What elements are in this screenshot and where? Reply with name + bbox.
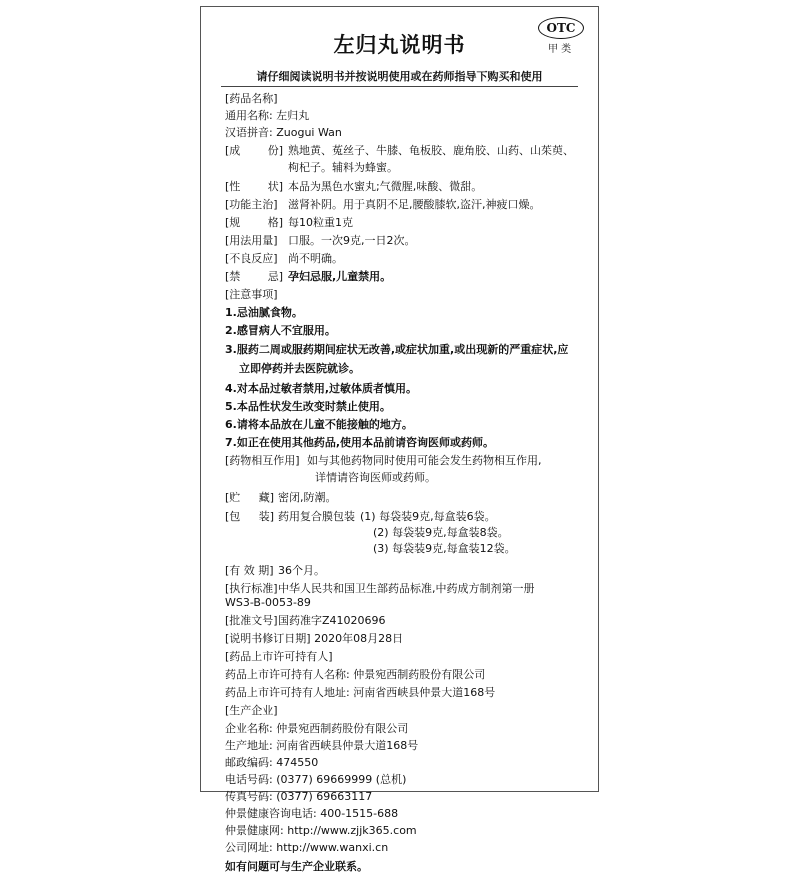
validity-label: [有 效 期] <box>225 564 274 577</box>
holder-heading: [药品上市许可持有人] <box>225 650 333 663</box>
manufacturer-line-label: 邮政编码: <box>225 756 273 769</box>
otc-badge: OTC <box>538 17 584 39</box>
manufacturer-line <box>225 788 577 804</box>
taboo-row <box>225 268 577 284</box>
taboo-label-close: 忌] <box>267 270 283 283</box>
holder-name-row <box>225 666 577 682</box>
holder-address-label: 药品上市许可持有人地址: <box>225 686 350 699</box>
standard-row <box>225 580 577 596</box>
page-title: 左归丸说明书 <box>333 33 466 57</box>
storage-row <box>225 489 577 505</box>
manufacturer-line <box>225 737 577 753</box>
website-link[interactable]: http://www.zjjk365.com <box>287 824 417 837</box>
spec-label <box>225 214 288 230</box>
manufacturer-line <box>225 754 577 770</box>
indication-value: 滋肾补阴。用于真阴不足,腰酸膝软,盗汗,神疲口燥。 <box>288 198 541 211</box>
contact-note: 如有问题可与生产企业联系。 <box>225 860 368 873</box>
precaution-item: 2.感冒病人不宜服用。 <box>225 324 336 337</box>
indication-label: [功能主治] <box>225 198 278 211</box>
manufacturer-line-label: 仲景健康网: <box>225 824 284 837</box>
adverse-label: [不良反应] <box>225 252 278 265</box>
manufacturer-line <box>225 771 577 787</box>
generic-name-value: 左归丸 <box>276 109 310 122</box>
character-label-close: 状] <box>267 180 283 193</box>
approval-label: [批准文号] <box>225 614 278 627</box>
dosage-row <box>225 232 577 248</box>
packaging-item: (1) 每袋装9克,每盒装6袋。 <box>360 510 496 523</box>
holder-name-value: 仲景宛西制药股份有限公司 <box>353 668 486 681</box>
leaflet-body <box>225 90 577 873</box>
packaging-intro: 药用复合膜包装 <box>278 510 355 523</box>
packaging-label <box>225 508 278 524</box>
manufacturer-line-label: 仲景健康咨询电话: <box>225 807 317 820</box>
taboo-label <box>225 268 288 284</box>
dosage-value: 口服。一次9克,一日2次。 <box>288 234 416 247</box>
adverse-value: 尚不明确。 <box>288 252 343 265</box>
manufacturer-line <box>225 822 577 838</box>
character-label-open: [性 <box>225 180 241 193</box>
precaution-item: 3.服药二周或服药期间症状无改善,或症状加重,或出现新的严重症状,应立即停药并去医院就诊。 <box>225 343 569 375</box>
precaution-item: 5.本品性状发生改变时禁止使用。 <box>225 400 391 413</box>
manufacturer-line <box>225 720 577 736</box>
ingredients-label-open: [成 <box>225 144 241 157</box>
pinyin-value: Zuogui Wan <box>276 126 342 139</box>
spec-value: 每10粒重1克 <box>288 216 353 229</box>
drug-name-heading: [药品名称] <box>225 92 278 105</box>
precaution-item: 6.请将本品放在儿童不能接触的地方。 <box>225 418 413 431</box>
pinyin-row <box>225 124 577 140</box>
taboo-value: 孕妇忌服,儿童禁用。 <box>288 270 392 283</box>
storage-label <box>225 489 278 505</box>
usage-notice: 请仔细阅读说明书并按说明使用或在药师指导下购买和使用 <box>256 70 543 83</box>
interactions-line-2: 详情请咨询医师或药师。 <box>315 471 436 484</box>
revision-label: [说明书修订日期] <box>225 632 311 645</box>
revision-row <box>225 630 577 646</box>
generic-name-label: 通用名称: <box>225 109 273 122</box>
interactions-label: [药物相互作用] <box>225 454 300 467</box>
manufacturer-line-label: 企业名称: <box>225 722 273 735</box>
precaution-item: 1.忌油腻食物。 <box>225 306 303 319</box>
standard-label: [执行标准] <box>225 582 278 595</box>
manufacturer-line-label: 电话号码: <box>225 773 273 786</box>
storage-value: 密闭,防潮。 <box>278 491 337 504</box>
spec-label-open: [规 <box>225 216 241 229</box>
generic-name-row <box>225 107 577 123</box>
character-label <box>225 178 288 194</box>
packaging-item: (3) 每袋装9克,每盒装12袋。 <box>373 542 516 555</box>
validity-value: 36个月。 <box>278 564 325 577</box>
revision-value: 2020年08月28日 <box>314 632 404 645</box>
interactions-row <box>225 452 577 468</box>
adverse-row <box>225 250 577 266</box>
manufacturer-line-value: (0377) 69669999 (总机) <box>276 773 407 786</box>
holder-address-value: 河南省西峡县仲景大道168号 <box>353 686 496 699</box>
interactions-line-1: 如与其他药物同时使用可能会发生药物相互作用, <box>307 454 542 467</box>
dosage-label: [用法用量] <box>225 234 278 247</box>
ingredients-value: 熟地黄、菟丝子、牛膝、龟板胶、鹿角胶、山药、山茱萸、枸杞子。辅料为蜂蜜。 <box>288 144 574 174</box>
company-website-link[interactable]: http://www.wanxi.cn <box>276 841 389 854</box>
character-value: 本品为黑色水蜜丸;气微腥,味酸、微甜。 <box>288 180 483 193</box>
spec-row <box>225 214 577 230</box>
validity-row <box>225 562 577 578</box>
spec-label-close: 格] <box>267 216 283 229</box>
manufacturer-line-value: (0377) 69663117 <box>276 790 373 803</box>
standard-value: 中华人民共和国卫生部药品标准,中药成方制剂第一册 <box>278 582 535 595</box>
storage-label-open: [贮 <box>225 491 241 504</box>
storage-label-close: 藏] <box>258 491 274 504</box>
ingredients-label <box>225 142 288 159</box>
precaution-item: 4.对本品过敏者禁用,过敏体质者慎用。 <box>225 382 418 395</box>
packaging-item: (2) 每袋装9克,每盒装8袋。 <box>373 526 509 539</box>
header-divider <box>221 86 578 87</box>
otc-class-label: 甲 类 <box>548 44 572 55</box>
manufacturer-line-label: 传真号码: <box>225 790 273 803</box>
precautions-heading: [注意事项] <box>225 288 278 301</box>
ingredients-label-close: 份] <box>267 144 283 157</box>
manufacturer-line-value: 仲景宛西制药股份有限公司 <box>276 722 409 735</box>
holder-name-label: 药品上市许可持有人名称: <box>225 668 350 681</box>
leaflet-sheet <box>200 6 599 873</box>
standard-code: WS3-B-0053-89 <box>225 596 311 609</box>
packaging-label-close: 装] <box>258 510 274 523</box>
packaging-label-open: [包 <box>225 510 241 523</box>
precaution-item: 7.如正在使用其他药品,使用本品前请咨询医师或药师。 <box>225 436 495 449</box>
manufacturer-line-value: 400-1515-688 <box>320 807 399 820</box>
manufacturer-line-value: 河南省西峡县仲景大道168号 <box>276 739 419 752</box>
manufacturer-line <box>225 839 577 855</box>
manufacturer-line-label: 生产地址: <box>225 739 273 752</box>
holder-address-row <box>225 684 577 700</box>
character-row <box>225 178 577 194</box>
manufacturer-line-label: 公司网址: <box>225 841 273 854</box>
approval-row <box>225 612 577 628</box>
manufacturer-line <box>225 805 577 821</box>
indication-row <box>225 196 577 212</box>
packaging-row <box>225 508 577 524</box>
pinyin-label: 汉语拼音: <box>225 126 273 139</box>
manufacturer-heading: [生产企业] <box>225 704 278 717</box>
manufacturer-line-value: 474550 <box>276 756 319 769</box>
taboo-label-open: [禁 <box>225 270 241 283</box>
ingredients-row <box>225 142 577 176</box>
approval-value: 国药准字Z41020696 <box>278 614 386 627</box>
